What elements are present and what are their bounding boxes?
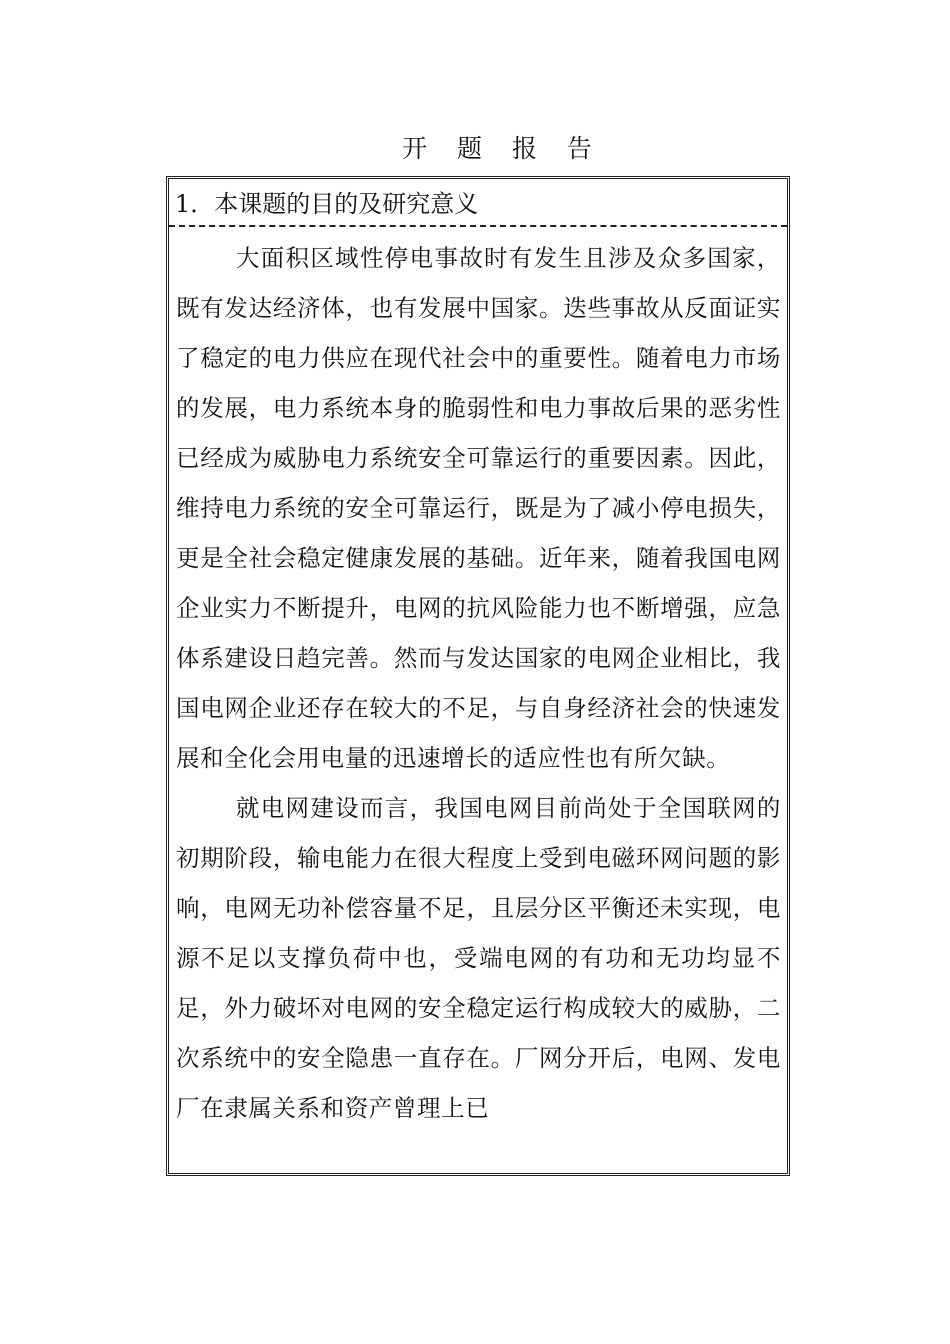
- section-body: [169, 227, 787, 1133]
- body-paragraph-1: 大面积区域性停电事故时有发生且涉及众多国家，既有发达经济体，也有发展中国家。迭些事故从反面证实了稳定的电力供应在现代社会中的重要性。随着电力市场的发展，电力系统本身的脆弱性和电力事故后果的恶劣性已经成为威胁电力系统安全可靠运行的重要因素。因此，维持电力系统的安全可靠运行，既是为了减小停电损失，更是全社会稳定健康发展的基础。近年来，随着我国电网企业实力不断提升，电网的抗风险能力也不断增强，应急体系建设日趋完善。然而与发达国家的电网企业相比，我国电网企业还存在较大的不足，与自身经济社会的快速发展和全化会用电量的迅速增长的适应性也有所欠缺。: [176, 244, 781, 772]
- report-frame: [166, 176, 790, 1176]
- body-paragraph-2: 就电网建设而言，我国电网目前尚处于全国联网的初期阶段，输电能力在很大程度上受到电磁环网问题的影响，电网无功补偿容量不足，且层分区平衡还未实现，电源不足以支撑负荷中也，受端电网的有功和无功均显不足，外力破坏对电网的安全稳定运行构成较大的威胁，二次系统中的安全隐患一直存在。厂网分开后，电网、发电厂在隶属关系和资产曾理上已: [176, 794, 781, 1122]
- section-heading: 1．本课题的目的及研究意义: [169, 179, 787, 227]
- page-title: 开 题 报 告: [402, 134, 603, 163]
